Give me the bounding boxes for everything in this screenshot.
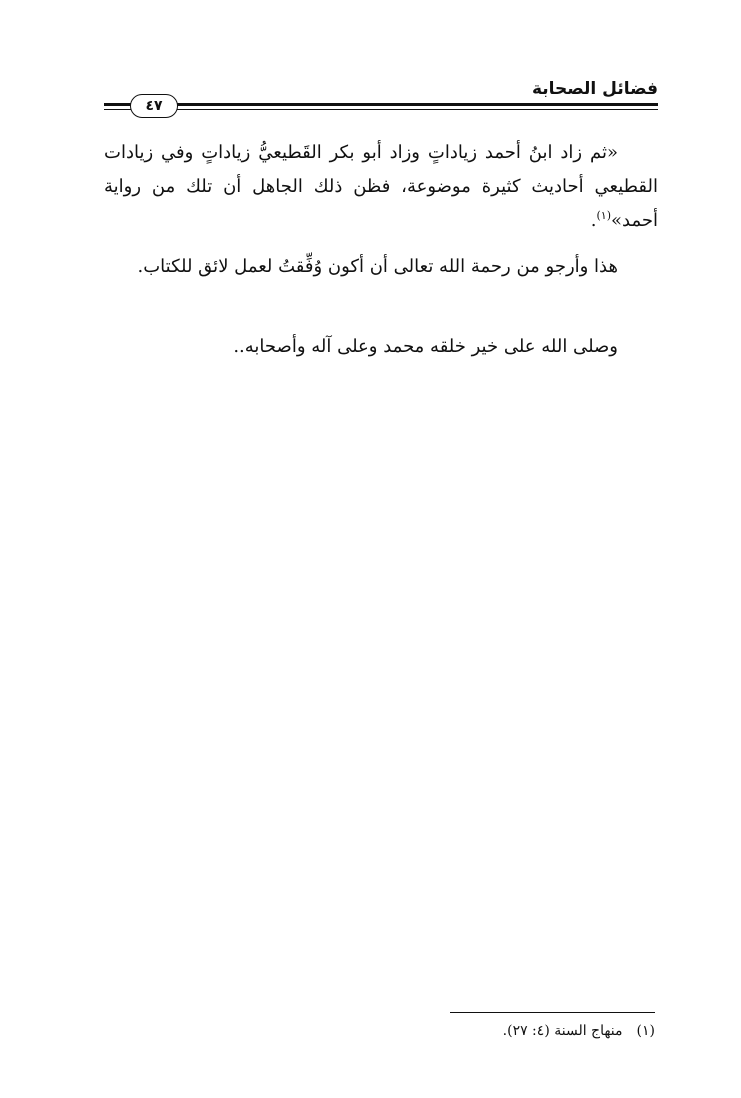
footnote-number: (١) xyxy=(636,1023,655,1039)
header-rule-thick xyxy=(174,103,658,106)
paragraph-quote-text: «ثم زاد ابنُ أحمد زياداتٍ وزاد أبو بكر القَطيعيُّ زياداتٍ وفي زيادات القطيعي أحاديث كثيرة موضوعة، فظن ذلك الجاهل أن تلك من رواية أحمد» xyxy=(104,142,658,231)
paragraph-closing xyxy=(104,330,658,364)
paragraph-quote xyxy=(104,136,658,238)
page-header xyxy=(104,78,658,118)
footnote-separator xyxy=(450,1012,655,1013)
paragraph-hope xyxy=(104,250,658,284)
running-title: فضائل الصحابة xyxy=(531,79,658,99)
paragraph-hope-text: هذا وأرجو من رحمة الله تعالى أن أكون وُفِّقتُ لعمل لائق للكتاب. xyxy=(137,256,618,277)
footnote-item xyxy=(503,1020,655,1042)
paragraph-quote-end: . xyxy=(590,210,597,231)
page-number: ٤٧ xyxy=(130,94,178,118)
footnote-text: منهاج السنة (٤: ٢٧). xyxy=(502,1023,623,1039)
footnote-reference[interactable]: (١) xyxy=(596,209,611,222)
header-rule-thin xyxy=(174,109,658,110)
paragraph-closing-text: وصلى الله على خير خلقه محمد وعلى آله وأصحابه.. xyxy=(233,336,618,357)
